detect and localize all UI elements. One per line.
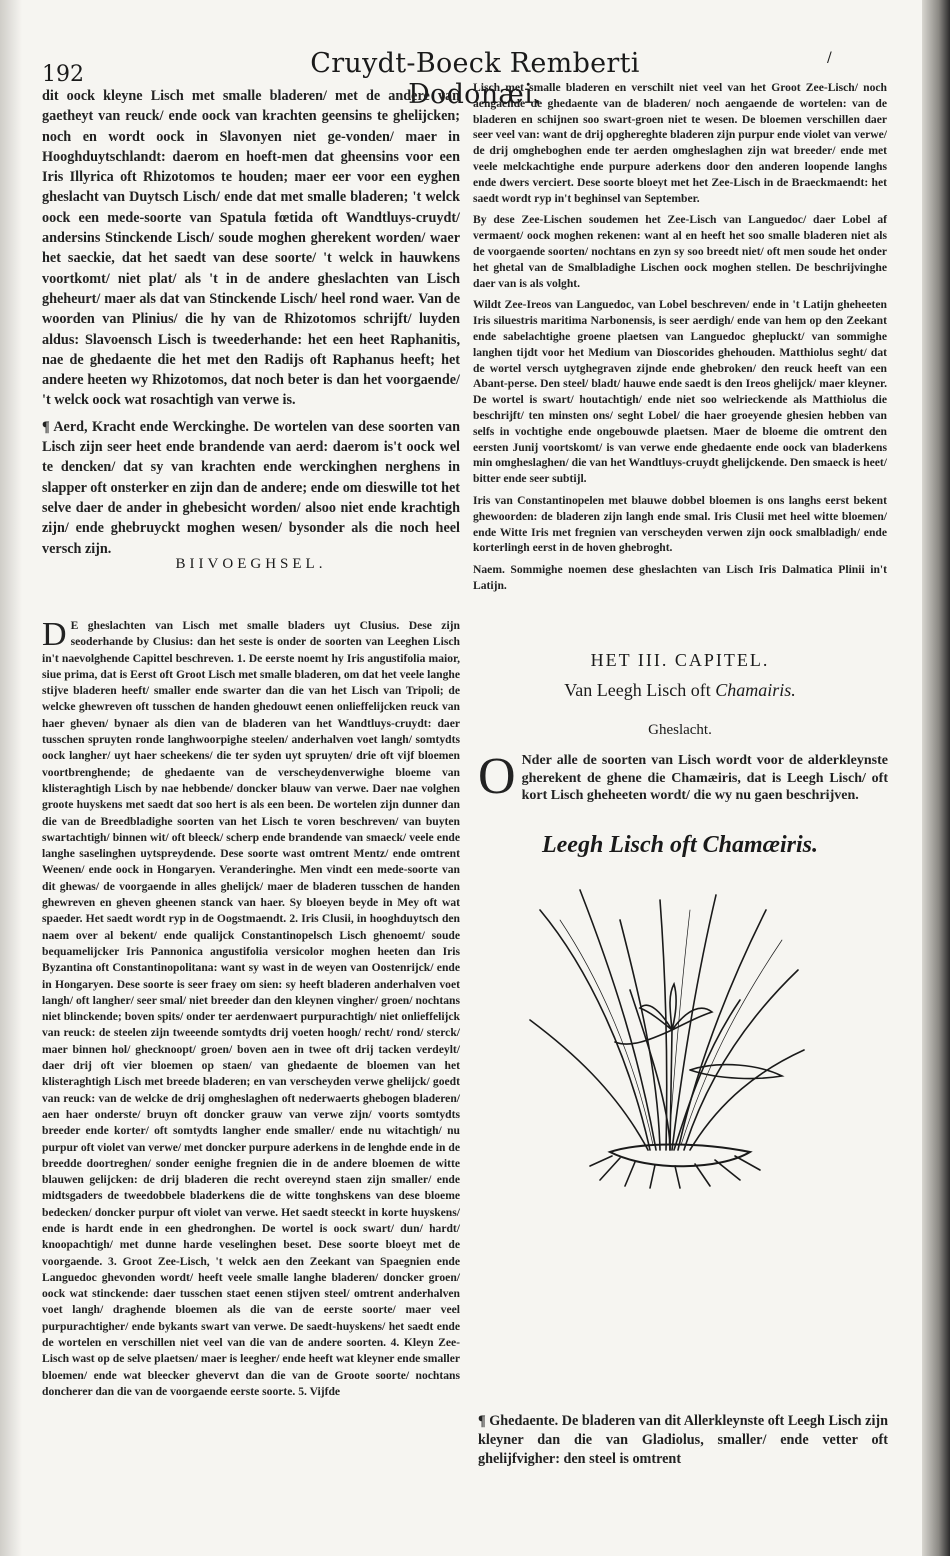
chapter-subtitle-text: Van Leegh Lisch oft <box>564 680 711 700</box>
drop-cap: D <box>42 616 67 653</box>
margin-mark: / <box>827 50 832 66</box>
paragraph: Naem. Sommighe noemen dese gheslachten van Lisch Iris Dalmatica Plinii in't Latijn. <box>473 563 887 592</box>
drop-cap: O <box>478 748 516 805</box>
paragraph: Lisch met smalle bladeren en verschilt niet veel van het Groot Zee-Lisch/ noch aengaende de ghedaente van de bladeren/ noch aengaende de wortelen: van de bladeren en schijnen soo swart-groen niet te wesen. De bloemen verschillen daer seer veel van: want de drij opghereghte bladeren zijn purpur ende violet van verwe/ de drij omgheboghen ende ter aerden omgheslaghen zijn wat breeder/ ende met veele melckachtighe ende purpure aderkens door den anderen loopende langhs ende dwers verciert. Dese soorte bloeyt met het Zee-Lisch in de Braeckmaendt: het saedt wordt ryp in't beghinsel van September. <box>473 81 887 205</box>
paragraph: Nder alle de soorten van Lisch wordt voor de alderkleynste gherekent de ghene die Chamæiris, dat is Leegh Lisch/ oft kort Lisch gheheeten wordt/ die wy nu gaen beschrijven. <box>521 753 888 803</box>
paragraph: By dese Zee-Lischen soudemen het Zee-Lisch van Languedoc/ daer Lobel af vermaent/ oock moghen rekenen: want al en heeft het soo smalle bladeren niet als de voorgaende soorten/ nochtans en zyn sy soo breedt niet/ oft men soude het onder het ghetal van de Smalbladighe Lischen oock moghen stellen. De beschrijvinghe daer van is als volght. <box>473 213 887 290</box>
paragraph: E gheslachten van Lisch met smalle bladers uyt Clusius. Dese zijn seoderhande by Clusius: dan het seste is onder de soorten van Leeghen Lisch in't naevolghende Capittel beschreven. 1. De eerste noemt hy Iris angustifolia maior, siue prima, dat is Eerst oft Groot Lisch met smalle bladeren, om dat het veele langhe stijve bladeren heeft/ smaller ende swarter dan die van het Lisch van Tripoli; de welcke ghewreven oft tusschen de handen ghedouwt eenen onlieffelijcken reuck van haer gheven/ bynaer als dien van de bladeren van het Wandtluys-cruydt: daer tusschen spruyten ronde langhwoorpighe steelen/ anderhalven voet langh/ somtydts oock langher/ uyt haer scheekens/ die ter syden uyt spruyten/ drie oft vijf bloemen voortbrenghende; de ghedaente van de verscheydenverwighe bloeme van klisteraghtigh Lisch by nae hebbende/ doncker blauw van verwe. Daer nae volghen groote huyskens met saedt dat soo hert is als een been. De wortelen zijn dunner dan die van de Breedbladighe soorten van het Lisch te voren beschreven/ van buyten swartachtigh/ binnen wit/ oft bleeck/ scherp ende brandende van smaeck/ veele ende langhe saselinghen uytspreydende. Dese soorte wast omtrent Mentz/ ende omtrent Weenen/ ende oock in Hongaryen. Veranderinghe. Men vindt een mede-soorte van dit ghewas/ de voorgaende in alles ghelijck/ maer de bladeren tusschen de handen ghewreven en gheven gheenen stanck van haer. Sy bloeyen beyde in Mey oft wat spaeder. Het saedt wordt ryp in de Oogstmaendt. 2. Iris Clusii, in hooghduytsch den naem over al bekent/ ende qualijck Constantinopelsch Lisch ghenoemt/ soude bequamelijcker Iris Pannonica angustifolia versicolor moghen heeten dan Iris Byzantina oft Constantinopolitana: want sy wast in de weyen van Oostenrijck/ ende in Hongaryen. Dese soorte is seer fraey om sien: sy heeft bladeren anderhalven voet langh/ oft langher/ seer smal/ niet breeder dan den kleynen vingher/ groen/ nochtans niet blinckende; boven spits/ onder ter aerdenwaert purpurachtigh/ niet onlieffelijck van reuck: de steelen zijn tweeende somtydts drij voeten hoogh/ recht/ rond/ sterck/ maer binnen hol/ ghecknoopt/ groen/ boven aen in twee oft drij tacken verdeylt/ daer drij oft vier bloemen op staen/ van ghedaente de bloemen van het klisteraghtigh Lisch met breede bladeren; en van verscheyden verwe ghelijck/ goedt van reuck: van de welcke de drij omgheslaghen oft nederwaerts ghebogen bladeren/ aen haer onderste/ bruyn oft doncker grauw van verwe zijn/ voorts somtydts breeder ende korter/ oft somtydts langher ende smaller/ ende nu witachtigh/ nu purpur oft violet van verwe/ met doncker purpure aderkens in de lenghde ende in de breedde doortreghen/ sonder eenighe fregnien die in de andere bloemen de witte blauwen gelijcken: de drij bladeren die recht overeynd staen zijn smaller/ ende midtsgaders de tweedobbele bladerkens die de witte tonghskens van dese bloeme bedecken/ doncker purpur oft violet van verwe. Het saedt steeckt in korte huyskens/ ende is hardt ende in een ghedronghen. De wortel is oock swart/ dun/ hardt/ knoopachtigh/ met dunne harde veselinghen beset. Dese soorte bloeyt met de voorgaende. 3. Groot Zee-Lisch, 't welck aen den Zeekant van Spaegnien ende Languedoc ghevonden wordt/ heeft veele smalle langhe bladeren/ doncker groen/ oock wat stinckende: daer tusschen staet eenen stijven steel/ omtrent anderhalven voet langh/ draghende bloemen als die van de eerste soorte/ maer veel purpurachtigher/ ende bykants swart van verwe. De saedt-huyskens/ het saedt ende de wortelen en verschillen niet veel van die van de andere soorten. 4. Kleyn Zee-Lisch wast op de selve plaetsen/ maer is leegher/ ende heeft wat kleyner ende smaller bloemen/ ende wat bleecker ghevervt dan die van de Groote soorte/ nochtans doncherer dan die van de voorgaende eerste soorte. 5. Vijfde <box>42 619 460 1398</box>
chapter-heading: HET III. CAPITEL. <box>590 650 770 670</box>
paragraph: Wildt Zee-Ireos van Languedoc, van Lobel beschreven/ ende in 't Latijn gheheeten Iris siluestris maritima Narbonensis, is seer aerdigh/ ende van hem op den Zeekant ende sabelachtighe groene plaetsen van Languedoc ghepluckt/ van sommighe langhen tijdt voor het Medium van Dioscorides ghehouden. Matthiolus seght/ dat de wortel versch uytghegraven zijnde ende ghebroken/ den reuck heeft van een Abant-perse. Den steel/ bladt/ hauwe ende saedt is den Ireos ghelijck/ maer kleyner. De wortel is swart/ houtachtigh/ ende niet soo welrieckende als Matthiolus die beschrijft/ ten minsten ons/ seght Lobel/ die haer groeyende ghesien hebben van selfs in vochtighe ende ongebouwde plaetsen. Maer de bloeme die omtrent den eersten Junij voortskomt/ is van verwe ende ghedaente ende oock van bladerkens min omgheslaghen/ die van het Wandtluys-cruydt ghelijckende. Den smaeck is heet/ bitter ende seer subtijl. <box>473 298 887 486</box>
page-number: 192 <box>42 62 84 87</box>
iris-plant-woodcut-icon <box>520 880 810 1190</box>
section-label: Gheslacht. <box>648 722 712 738</box>
left-column-bijvoeghsel <box>42 618 460 1400</box>
chapter-intro <box>478 748 888 805</box>
page-edge-shadow <box>922 0 950 1556</box>
ghedaente-paragraph: ¶ Ghedaente. De bladeren van dit Allerkleynste oft Leegh Lisch zijn kleyner dan die van Gladiolus, smaller/ ende vetter oft ghelijfvigher: den steel is omtrent <box>478 1413 888 1467</box>
chapter-subtitle <box>473 680 887 701</box>
paragraph: dit oock kleyne Lisch met smalle bladeren/ met de andere van gaetheyt van reuck/ ende oock van krachten geensins te ghelijcken; noch en wordt oock in Slavonyen niet ge-vonden/ maer in Hooghduytschlandt: daerom en hoeft-men dat gheensins voor een Iris Illyrica oft Rhizotomos te houden; maer eer voor een eyghen gheslacht van Duytsch Lisch/ ende dat met smalle bladeren; 't welck oock een mede-soorte van Spatula fœtida oft Wandtluys-cruydt/ andersins Stinckende Lisch/ soude moghen gherekent worden/ waer het saeckie, dat het saedt van dese soorte/ 't welck in hauwkens voortkomt/ niet plat/ als 't in de andere gheslachten van Lisch gheheurt/ maer als dat van Stinckende Lisch/ heel rond waer. Van de woorden van Plinius/ die hy van de Rhizotomos schrijft/ luyden aldus: Slavoensch Lisch is tweederhande: het een heet Raphanitis, nae de ghedaente die het met den Radijs oft Raphanus heeft; het andere heeten wy Rhizotomos, dat noch beter is dan het voorgaende/ 't welck oock wat rosachtigh van verwe is. <box>42 88 460 409</box>
figure-caption: Leegh Lisch oft Chamæiris. <box>541 832 818 858</box>
right-column-top <box>473 80 887 600</box>
paragraph: ¶ Aerd, Kracht ende Werckinghe. De wortelen van dese soorten van Lisch zijn seer heet ende brandende van aerd: daerom is't oock wel te dencken/ dat sy van krachten ende werckinghen nerghens in slapper oft onsterker en zijn dan de andere; ende om dieswille tot het selve daer de ander in ghebesicht worden/ alsoo niet ende krachtigh zijn/ ende ghebruyckt moghen wesen/ bysonder als die noch heel versch zijn. <box>42 418 460 557</box>
left-column-top <box>42 86 460 565</box>
page-gutter <box>0 0 22 1556</box>
paragraph: Iris van Constantinopelen met blauwe dobbel bloemen is ons langhs eerst bekent ghewoorden: de bladeren zijn langh ende smal. Iris Clusii met heel witte bloemen/ ende Witte Iris met fregnien van verscheyden verwen zijn oock smalbladigh/ ende korterlingh eerst in de hoven ghebroght. <box>473 493 887 555</box>
chapter-subtitle-italic: Chamairis. <box>715 680 796 700</box>
section-heading-bijvoeghsel: BIIVOEGHSEL. <box>175 556 327 572</box>
running-header: Cruydt-Boeck Remberti Dodonæi. <box>310 48 640 110</box>
